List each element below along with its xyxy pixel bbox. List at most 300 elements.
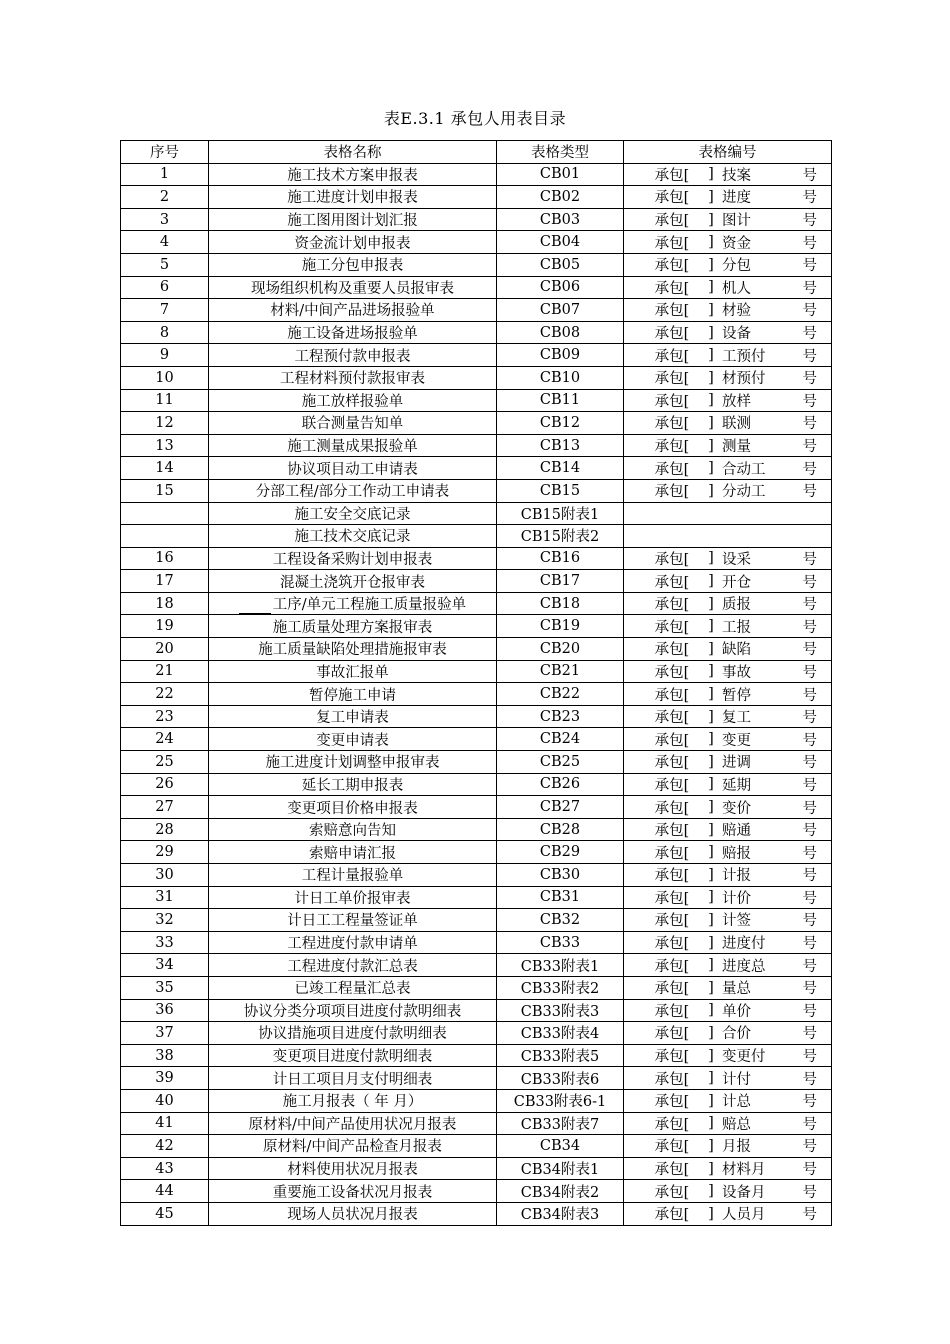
code-prefix: 承包[: [654, 1026, 690, 1043]
code-prefix: 承包[: [654, 845, 690, 862]
table-row: [121, 366, 832, 389]
row-number: 41: [121, 1112, 209, 1135]
code-suffix: 号: [802, 755, 817, 772]
table-row: [121, 1112, 832, 1135]
code-prefix: 承包[: [654, 213, 690, 230]
code-bracket-close: ]: [708, 211, 714, 228]
code-suffix: 号: [802, 1184, 817, 1201]
row-number: 12: [121, 412, 209, 435]
code-prefix: 承包[: [654, 597, 690, 614]
form-type: CB07: [497, 299, 624, 322]
row-number: 6: [121, 276, 209, 299]
table-row: [121, 999, 832, 1022]
table-row: [121, 1022, 832, 1045]
code-suffix: 号: [802, 1071, 817, 1088]
code-prefix: 承包[: [654, 439, 690, 456]
code-abbreviation: 图计: [722, 213, 751, 230]
table-row: [121, 276, 832, 299]
table-row: [121, 525, 832, 548]
form-type: CB33附表3: [497, 999, 624, 1022]
code-prefix: 承包[: [654, 574, 690, 591]
form-name: [209, 592, 497, 615]
table-row: [121, 231, 832, 254]
form-code: [624, 1135, 832, 1158]
table-row: [121, 705, 832, 728]
form-name: 施工图用图计划汇报: [209, 208, 497, 231]
form-type: CB27: [497, 796, 624, 819]
table-row: [121, 592, 832, 615]
row-number: 43: [121, 1157, 209, 1180]
code-suffix: 号: [802, 574, 817, 591]
code-prefix: 承包[: [654, 732, 690, 749]
row-number: 16: [121, 547, 209, 570]
code-suffix: 号: [802, 597, 817, 614]
code-abbreviation: 设备: [722, 326, 751, 343]
form-code: [624, 253, 832, 276]
form-type: CB29: [497, 841, 624, 864]
form-type: CB09: [497, 344, 624, 367]
row-number: 39: [121, 1067, 209, 1090]
code-suffix: 号: [802, 845, 817, 862]
code-bracket-close: ]: [708, 347, 714, 364]
form-name: 联合测量告知单: [209, 412, 497, 435]
code-abbreviation: 量总: [722, 981, 751, 998]
form-code: [624, 976, 832, 999]
code-abbreviation: 变价: [722, 800, 751, 817]
code-suffix: 号: [802, 1116, 817, 1133]
code-abbreviation: 材验: [722, 303, 751, 320]
form-name: 材料/中间产品进场报验单: [209, 299, 497, 322]
form-type: CB01: [497, 163, 624, 186]
row-number: 31: [121, 886, 209, 909]
table-row: [121, 615, 832, 638]
table-row: [121, 954, 832, 977]
form-name: 施工月报表（ 年 月）: [209, 1089, 497, 1112]
code-abbreviation: 事故: [722, 664, 751, 681]
row-number: 27: [121, 796, 209, 819]
form-code: [624, 457, 832, 480]
form-code: [624, 1067, 832, 1090]
code-bracket-close: ]: [708, 821, 714, 838]
form-code: [624, 299, 832, 322]
row-number: 10: [121, 366, 209, 389]
table-row: [121, 389, 832, 412]
row-number: 23: [121, 705, 209, 728]
code-bracket-close: ]: [708, 324, 714, 341]
code-suffix: 号: [802, 167, 817, 184]
table-row: [121, 728, 832, 751]
code-bracket-close: ]: [708, 301, 714, 318]
form-name: 计日工单价报审表: [209, 886, 497, 909]
form-code: [624, 592, 832, 615]
table-row: [121, 886, 832, 909]
code-abbreviation: 暂停: [722, 687, 751, 704]
form-code: [624, 412, 832, 435]
form-type: CB04: [497, 231, 624, 254]
code-bracket-close: ]: [708, 640, 714, 657]
header-row: [121, 141, 832, 164]
code-bracket-close: ]: [708, 279, 714, 296]
code-bracket-close: ]: [708, 1115, 714, 1132]
row-number: 32: [121, 909, 209, 932]
form-type: CB17: [497, 570, 624, 593]
form-code: [624, 705, 832, 728]
form-type: CB10: [497, 366, 624, 389]
code-suffix: 号: [802, 619, 817, 636]
form-name: 工程进度付款申请单: [209, 931, 497, 954]
code-abbreviation: 合价: [722, 1026, 751, 1043]
code-bracket-close: ]: [708, 708, 714, 725]
row-number: 37: [121, 1022, 209, 1045]
form-name: 计日工工程量签证单: [209, 909, 497, 932]
code-abbreviation: 技案: [722, 167, 751, 184]
row-number: 19: [121, 615, 209, 638]
form-name: 暂停施工申请: [209, 683, 497, 706]
form-name: 施工进度计划调整申报审表: [209, 751, 497, 774]
table-row: [121, 412, 832, 435]
code-prefix: 承包[: [654, 981, 690, 998]
code-bracket-close: ]: [708, 1070, 714, 1087]
form-code: [624, 479, 832, 502]
form-code: [624, 864, 832, 887]
table-row: [121, 1180, 832, 1203]
row-number: 7: [121, 299, 209, 322]
form-type: CB14: [497, 457, 624, 480]
row-number: 2: [121, 186, 209, 209]
code-bracket-close: ]: [708, 188, 714, 205]
form-type: CB33附表7: [497, 1112, 624, 1135]
code-suffix: 号: [802, 258, 817, 275]
form-name: 原材料/中间产品使用状况月报表: [209, 1112, 497, 1135]
form-type: CB11: [497, 389, 624, 412]
form-name: 施工进度计划申报表: [209, 186, 497, 209]
form-code: [624, 208, 832, 231]
code-suffix: 号: [802, 326, 817, 343]
code-prefix: 承包[: [654, 913, 690, 930]
code-abbreviation: 赔报: [722, 845, 751, 862]
code-bracket-close: ]: [708, 166, 714, 183]
form-code: [624, 728, 832, 751]
code-suffix: 号: [802, 484, 817, 501]
table-row: [121, 660, 832, 683]
fill-in-blank: [239, 599, 271, 614]
form-code: [624, 999, 832, 1022]
code-prefix: 承包[: [654, 619, 690, 636]
code-prefix: 承包[: [654, 235, 690, 252]
row-number: 44: [121, 1180, 209, 1203]
form-type: CB13: [497, 434, 624, 457]
row-number: 4: [121, 231, 209, 254]
code-bracket-close: ]: [708, 686, 714, 703]
code-suffix: 号: [802, 777, 817, 794]
form-code: [624, 909, 832, 932]
row-number: 24: [121, 728, 209, 751]
form-code: [624, 1202, 832, 1225]
code-abbreviation: 计价: [722, 890, 751, 907]
row-number: 3: [121, 208, 209, 231]
form-type: CB19: [497, 615, 624, 638]
code-suffix: 号: [802, 710, 817, 727]
form-name: 施工测量成果报验单: [209, 434, 497, 457]
code-prefix: 承包[: [654, 800, 690, 817]
code-bracket-close: ]: [708, 1047, 714, 1064]
code-prefix: 承包[: [654, 868, 690, 885]
form-type: CB33附表4: [497, 1022, 624, 1045]
code-suffix: 号: [802, 687, 817, 704]
code-bracket-close: ]: [708, 911, 714, 928]
form-type: CB30: [497, 864, 624, 887]
code-abbreviation: 进度总: [722, 958, 766, 975]
table-row: [121, 186, 832, 209]
code-abbreviation: 设采: [722, 551, 751, 568]
code-prefix: 承包[: [654, 393, 690, 410]
code-suffix: 号: [802, 890, 817, 907]
form-code: [624, 954, 832, 977]
code-abbreviation: 资金: [722, 235, 751, 252]
table-row: [121, 773, 832, 796]
form-type: CB15: [497, 479, 624, 502]
code-abbreviation: 设备月: [722, 1184, 766, 1201]
table-row: [121, 344, 832, 367]
form-type: CB21: [497, 660, 624, 683]
form-name: 延长工期申报表: [209, 773, 497, 796]
table-row: [121, 909, 832, 932]
code-suffix: 号: [802, 1049, 817, 1066]
form-code: [624, 683, 832, 706]
form-name: 索赔意向告知: [209, 818, 497, 841]
form-code: [624, 886, 832, 909]
code-prefix: 承包[: [654, 348, 690, 365]
row-number: 45: [121, 1202, 209, 1225]
form-code: [624, 344, 832, 367]
code-prefix: 承包[: [654, 642, 690, 659]
code-prefix: 承包[: [654, 1162, 690, 1179]
code-prefix: 承包[: [654, 167, 690, 184]
code-bracket-close: ]: [708, 460, 714, 477]
form-name: 分部工程/部分工作动工申请表: [209, 479, 497, 502]
form-code: [624, 1044, 832, 1067]
code-abbreviation: 联测: [722, 416, 751, 433]
form-type: CB16: [497, 547, 624, 570]
row-number: 34: [121, 954, 209, 977]
code-bracket-close: ]: [708, 866, 714, 883]
code-bracket-close: ]: [708, 1137, 714, 1154]
code-suffix: 号: [802, 303, 817, 320]
table-row: [121, 1202, 832, 1225]
table-row: [121, 208, 832, 231]
code-abbreviation: 人员月: [722, 1207, 766, 1224]
form-name: 协议项目动工申请表: [209, 457, 497, 480]
code-suffix: 号: [802, 1139, 817, 1156]
row-number: 38: [121, 1044, 209, 1067]
code-abbreviation: 计总: [722, 1094, 751, 1111]
code-prefix: 承包[: [654, 958, 690, 975]
code-suffix: 号: [802, 958, 817, 975]
code-suffix: 号: [802, 280, 817, 297]
code-suffix: 号: [802, 416, 817, 433]
form-code: [624, 931, 832, 954]
code-bracket-close: ]: [708, 934, 714, 951]
code-abbreviation: 材预付: [722, 371, 766, 388]
code-abbreviation: 计签: [722, 913, 751, 930]
code-prefix: 承包[: [654, 484, 690, 501]
code-suffix: 号: [802, 461, 817, 478]
form-name: 现场组织机构及重要人员报审表: [209, 276, 497, 299]
code-abbreviation: 赔总: [722, 1116, 751, 1133]
code-bracket-close: ]: [708, 844, 714, 861]
form-name: 施工质量缺陷处理措施报审表: [209, 638, 497, 661]
code-abbreviation: 放样: [722, 393, 751, 410]
table-row: [121, 638, 832, 661]
code-suffix: 号: [802, 1162, 817, 1179]
form-name: 材料使用状况月报表: [209, 1157, 497, 1180]
code-suffix: 号: [802, 981, 817, 998]
form-name: 变更项目价格申报表: [209, 796, 497, 819]
code-prefix: 承包[: [654, 755, 690, 772]
code-abbreviation: 复工: [722, 710, 751, 727]
code-bracket-close: ]: [708, 573, 714, 590]
code-bracket-close: ]: [708, 1024, 714, 1041]
form-code: [624, 570, 832, 593]
form-name: 已竣工程量汇总表: [209, 976, 497, 999]
code-prefix: 承包[: [654, 303, 690, 320]
code-suffix: 号: [802, 732, 817, 749]
table-row: [121, 796, 832, 819]
form-type: CB26: [497, 773, 624, 796]
form-code: [624, 434, 832, 457]
code-prefix: 承包[: [654, 461, 690, 478]
table-row: [121, 1067, 832, 1090]
form-name: 工程预付款申报表: [209, 344, 497, 367]
form-name: 协议分类分项项目进度付款明细表: [209, 999, 497, 1022]
row-number: 5: [121, 253, 209, 276]
form-code: [624, 841, 832, 864]
form-type: CB33附表6-1: [497, 1089, 624, 1112]
code-abbreviation: 分动工: [722, 484, 766, 501]
form-type: CB33附表5: [497, 1044, 624, 1067]
code-suffix: 号: [802, 1094, 817, 1111]
row-number: 1: [121, 163, 209, 186]
code-suffix: 号: [802, 1003, 817, 1020]
form-name: 工程进度付款汇总表: [209, 954, 497, 977]
code-suffix: 号: [802, 1207, 817, 1224]
form-type: CB03: [497, 208, 624, 231]
code-abbreviation: 进度付: [722, 936, 766, 953]
form-type: CB28: [497, 818, 624, 841]
row-number: 28: [121, 818, 209, 841]
code-bracket-close: ]: [708, 1183, 714, 1200]
form-name: 混凝土浇筑开仓报审表: [209, 570, 497, 593]
code-bracket-close: ]: [708, 392, 714, 409]
form-name: 施工分包申报表: [209, 253, 497, 276]
form-code: [624, 1157, 832, 1180]
form-type: CB22: [497, 683, 624, 706]
code-prefix: 承包[: [654, 1071, 690, 1088]
form-code: [624, 547, 832, 570]
form-type: CB08: [497, 321, 624, 344]
table-row: [121, 841, 832, 864]
table-row: [121, 457, 832, 480]
code-suffix: 号: [802, 551, 817, 568]
code-prefix: 承包[: [654, 1116, 690, 1133]
form-code: [624, 773, 832, 796]
code-prefix: 承包[: [654, 416, 690, 433]
table-row: [121, 570, 832, 593]
code-prefix: 承包[: [654, 710, 690, 727]
row-number: 13: [121, 434, 209, 457]
form-type: CB15附表1: [497, 502, 624, 525]
form-code: [624, 638, 832, 661]
form-code: [624, 389, 832, 412]
form-name: 工程设备采购计划申报表: [209, 547, 497, 570]
code-abbreviation: 进度: [722, 190, 751, 207]
code-abbreviation: 机人: [722, 280, 751, 297]
code-prefix: 承包[: [654, 687, 690, 704]
row-number: 35: [121, 976, 209, 999]
code-prefix: 承包[: [654, 1184, 690, 1201]
table-row: [121, 751, 832, 774]
code-suffix: 号: [802, 348, 817, 365]
code-abbreviation: 月报: [722, 1139, 751, 1156]
code-abbreviation: 合动工: [722, 461, 766, 478]
code-bracket-close: ]: [708, 595, 714, 612]
code-bracket-close: ]: [708, 663, 714, 680]
form-name-text: 工序/单元工程施工质量报验单: [272, 597, 467, 614]
code-abbreviation: 工预付: [722, 348, 766, 365]
form-type: CB05: [497, 253, 624, 276]
form-type: CB33: [497, 931, 624, 954]
code-suffix: 号: [802, 913, 817, 930]
form-type: CB20: [497, 638, 624, 661]
form-name: 计日工项目月支付明细表: [209, 1067, 497, 1090]
form-code: [624, 186, 832, 209]
form-name: 资金流计划申报表: [209, 231, 497, 254]
code-suffix: 号: [802, 190, 817, 207]
form-name: 重要施工设备状况月报表: [209, 1180, 497, 1203]
row-number: 21: [121, 660, 209, 683]
row-number: 40: [121, 1089, 209, 1112]
code-prefix: 承包[: [654, 777, 690, 794]
row-number: 14: [121, 457, 209, 480]
form-type: CB31: [497, 886, 624, 909]
code-prefix: 承包[: [654, 371, 690, 388]
code-prefix: 承包[: [654, 1049, 690, 1066]
form-code: [624, 615, 832, 638]
table-row: [121, 502, 832, 525]
code-suffix: 号: [802, 235, 817, 252]
form-type: CB15附表2: [497, 525, 624, 548]
code-suffix: 号: [802, 1026, 817, 1043]
table-row: [121, 1089, 832, 1112]
row-number: 33: [121, 931, 209, 954]
form-name: 事故汇报单: [209, 660, 497, 683]
code-bracket-close: ]: [708, 889, 714, 906]
table-title: 表E.3.1 承包人用表目录: [383, 109, 567, 128]
form-type: CB25: [497, 751, 624, 774]
code-suffix: 号: [802, 393, 817, 410]
form-code: [624, 525, 832, 548]
code-abbreviation: 延期: [722, 777, 751, 794]
form-code: [624, 502, 832, 525]
code-abbreviation: 分包: [722, 258, 751, 275]
code-bracket-close: ]: [708, 1002, 714, 1019]
table-row: [121, 253, 832, 276]
code-bracket-close: ]: [708, 1160, 714, 1177]
table-row: [121, 1135, 832, 1158]
form-name: 施工安全交底记录: [209, 502, 497, 525]
form-code: [624, 231, 832, 254]
table-row: [121, 864, 832, 887]
